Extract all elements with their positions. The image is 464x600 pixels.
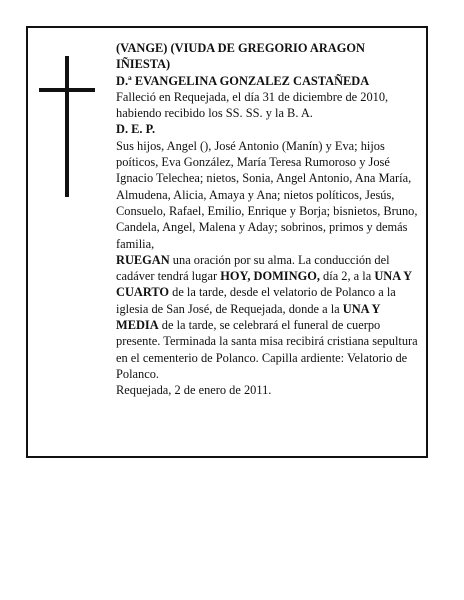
obituary-notice xyxy=(26,26,428,458)
hoy-domingo-text: HOY, DOMINGO, xyxy=(220,269,320,284)
obituary-text xyxy=(116,40,418,399)
ruegan-text: RUEGAN xyxy=(116,252,170,267)
name-text: D.ª EVANGELINA GONZALEZ CASTAÑEDA xyxy=(116,73,370,88)
funeral-request xyxy=(116,252,418,382)
dep-text: D. E. P. xyxy=(116,122,156,137)
request-text-4: de la tarde, se celebrará el funeral de cuerpo presente. Terminada la santa misa recibirá cristiana sepultura en el cementerio de Polanco. Capilla ardiente: Velatorio de Polanco. xyxy=(116,318,418,381)
heading-text: (VANGE) (VIUDA DE GREGORIO ARAGON IÑIESTA) xyxy=(116,41,365,72)
cross-icon xyxy=(39,56,95,197)
una-y-media-text: UNA Y MEDIA xyxy=(116,301,381,333)
rest-in-peace xyxy=(116,121,418,137)
request-text-3: de la tarde, desde el velatorio de Polanco a la iglesia de San José, de Requejada, donde a la xyxy=(116,285,396,316)
una-y-cuarto-text: UNA Y CUARTO xyxy=(116,269,412,300)
request-text-1: una oración por su alma. La conducción del cadáver tendrá lugar xyxy=(116,252,390,284)
cross-vertical-bar xyxy=(65,56,69,197)
family-list: Sus hijos, Angel (), José Antonio (Manín) y Eva; hijos poíticos, Eva González, María Teresa Rumoroso y José Ignacio Telechea; nietos, Sonia, Angel Antonio, Ana María, Almudena, Alicia, Amaya y Ana; nietos políticos, Jesús, Consuelo, Rafael, Emilio, Enrique y Borja; bisnietos, Bruno, Candela, Angel, Malena y Aday; sobrinos, primos y demás familia, xyxy=(116,138,418,251)
death-statement: Falleció en Requejada, el día 31 de diciembre de 2010, habiendo recibido los SS. SS. y la B. A. xyxy=(116,89,389,121)
request-text-2: día 2, a la xyxy=(319,269,375,284)
deceased-name xyxy=(116,73,418,89)
notice-heading xyxy=(116,40,418,73)
closing-line: Requejada, 2 de enero de 2011. xyxy=(116,383,272,398)
cross-horizontal-bar xyxy=(39,88,95,92)
